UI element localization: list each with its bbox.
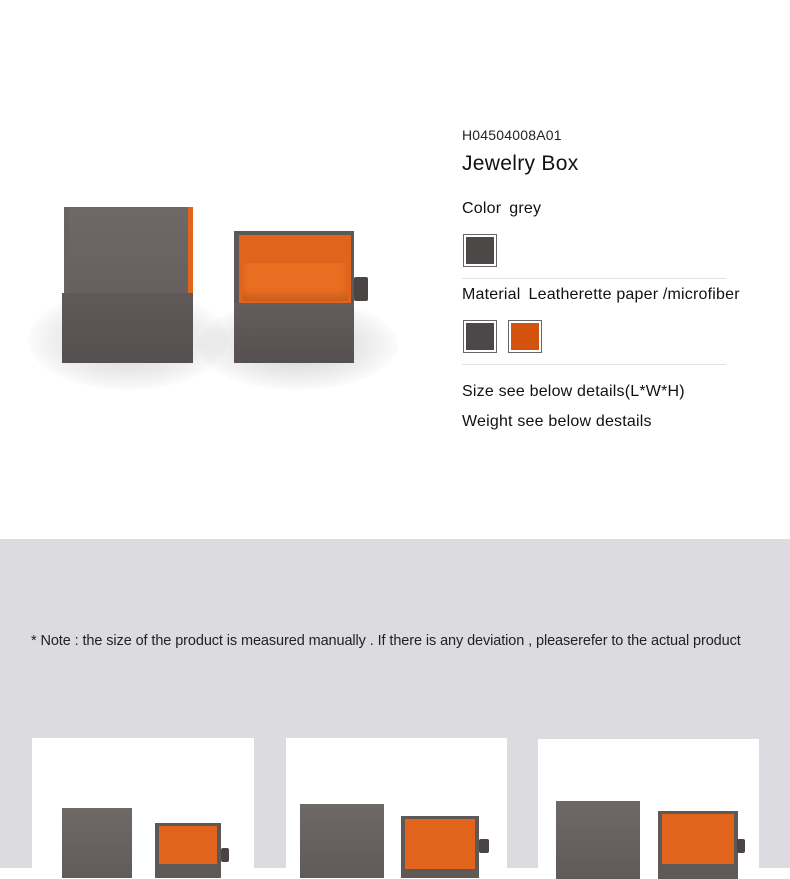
thumb-open-box-lining: [159, 826, 217, 864]
divider: [462, 278, 726, 279]
open-box-cushion: [242, 263, 348, 301]
color-swatch-grey[interactable]: [463, 234, 497, 267]
material-value: Leatherette paper /microfiber: [528, 286, 740, 303]
color-value: grey: [509, 200, 542, 217]
swatch-fill: [466, 323, 494, 350]
product-hero-image: [28, 180, 438, 470]
size-note: * Note : the size of the product is measured manually . If there is any deviation , pleaserefer to the actual product: [31, 633, 741, 649]
swatch-fill: [511, 323, 539, 350]
color-label: Color: [462, 200, 502, 217]
thumb-2[interactable]: [286, 738, 507, 878]
product-sku: H04504008A01: [462, 127, 562, 143]
thumb-pull-tab: [479, 839, 489, 853]
thumb-closed-box: [300, 804, 384, 878]
weight-text: Weight see below destails: [462, 413, 652, 430]
open-box-front: [234, 303, 354, 363]
thumb-pull-tab: [737, 839, 745, 853]
material-swatch-orange[interactable]: [508, 320, 542, 353]
material-swatch-grey[interactable]: [463, 320, 497, 353]
size-text: Size see below details(L*W*H): [462, 383, 685, 400]
material-row: [462, 286, 740, 304]
drawer-pull-tab: [354, 277, 368, 301]
thumb-pull-tab: [221, 848, 229, 862]
material-label: Material: [462, 286, 521, 303]
color-row: [462, 200, 541, 218]
divider: [462, 364, 726, 365]
thumb-3[interactable]: [538, 739, 759, 879]
thumb-open-box-lining: [662, 814, 734, 864]
closed-box-front: [62, 293, 193, 363]
thumb-open-box-lining: [405, 819, 475, 869]
swatch-fill: [466, 237, 494, 264]
thumb-1[interactable]: [32, 738, 254, 878]
thumb-closed-box: [556, 801, 640, 879]
product-title: Jewelry Box: [462, 152, 579, 175]
